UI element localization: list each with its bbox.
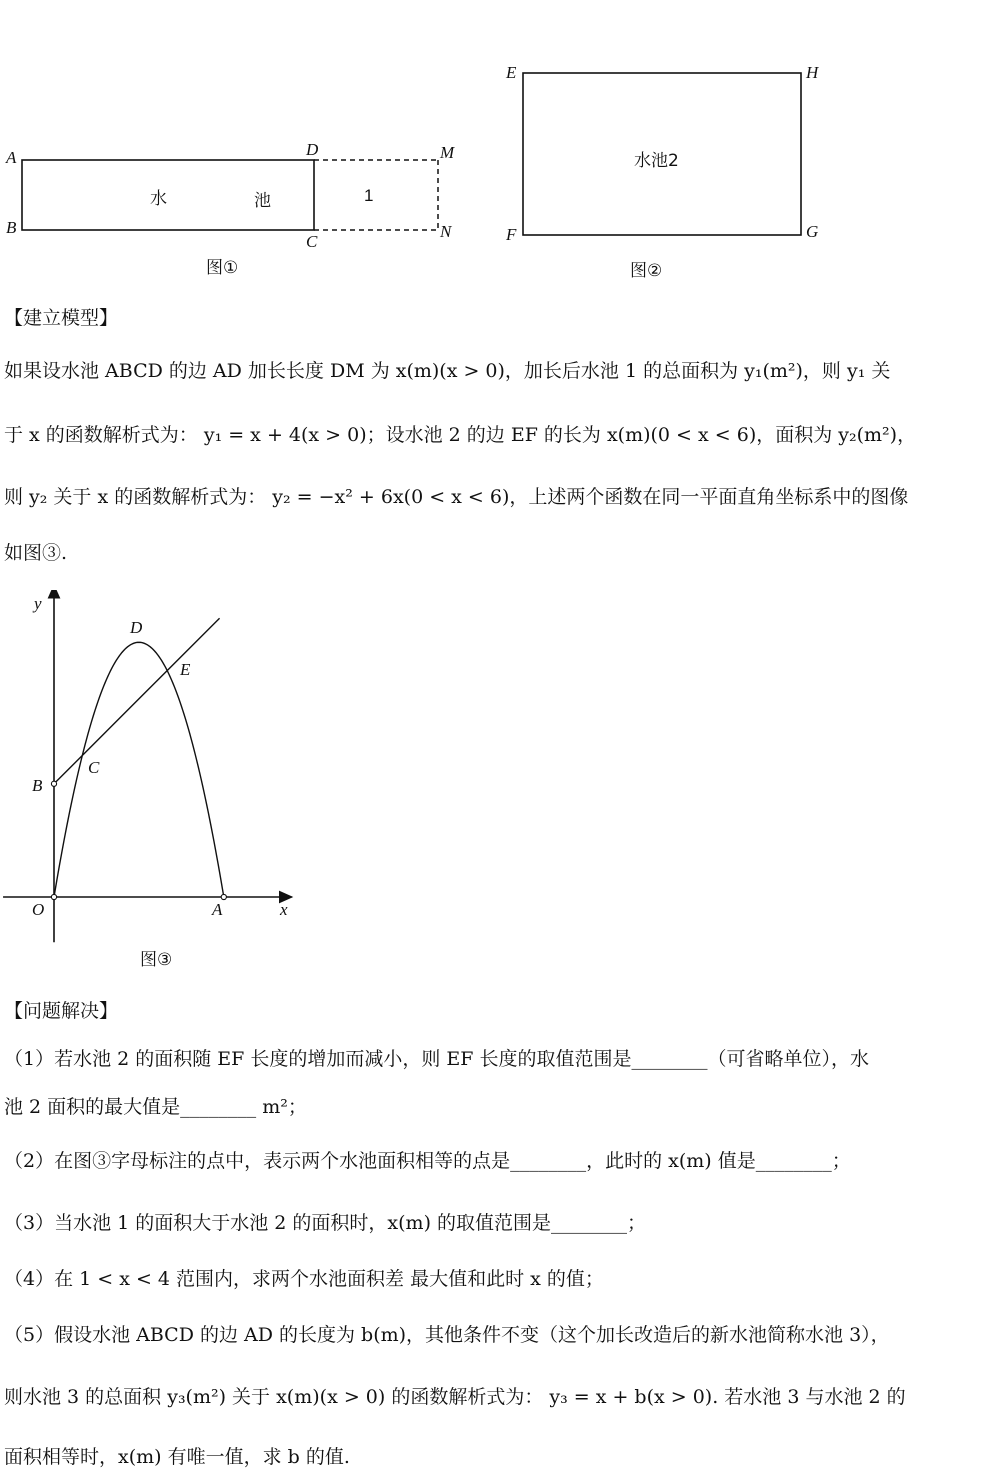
question-1-line-2: 池 2 面积的最大值是________ m²； (4, 1096, 307, 1118)
model-line-3: 则 y₂ 关于 x 的函数解析式为： y₂ = −x² + 6x(0 < x < 6)，上述两个函数在同一平面直角坐标系中的图像 (4, 486, 909, 508)
pool-text-1: 水 (150, 189, 167, 209)
label-g-fig2: G (806, 222, 819, 241)
question-5-line-2: 则水池 3 的总面积 y₃(m²) 关于 x(m)(x > 0) 的函数解析式为： y₃ = x + b(x > 0). 若水池 3 与水池 2 的 (4, 1386, 906, 1408)
axis-x-label: x (280, 900, 288, 919)
label-n-fig1: N (440, 222, 452, 241)
label-d-fig3: D (130, 618, 143, 637)
label-b-fig3: B (32, 776, 43, 795)
figure-3-caption: 图③ (140, 950, 173, 970)
question-5-line-1: （5）假设水池 ABCD 的边 AD 的长度为 b(m)，其他条件不变（这个加长改造后的新水池简称水池 3）， (4, 1324, 890, 1346)
section-model-heading: 【建立模型】 (4, 307, 119, 329)
point-marker-o (51, 894, 56, 899)
model-line-2: 于 x 的函数解析式为： y₁ = x + 4(x > 0)；设水池 2 的边 EF 的长为 x(m)(0 < x < 6)，面积为 y₂(m²)， (4, 424, 917, 446)
label-c-fig3: C (88, 758, 100, 777)
question-3: （3）当水池 1 的面积大于水池 2 的面积时，x(m) 的取值范围是________； (4, 1212, 647, 1234)
axis-y-label: y (34, 594, 42, 613)
label-d-fig1: D (306, 140, 319, 159)
label-h-fig2: H (806, 63, 819, 82)
point-marker-b (51, 781, 56, 786)
label-b-fig1: B (6, 218, 17, 237)
label-m-fig1: M (440, 143, 455, 162)
figure-3-graph (0, 590, 300, 950)
label-f-fig2: F (506, 225, 517, 244)
question-5-line-3: 面积相等时，x(m) 有唯一值，求 b 的值. (4, 1446, 350, 1468)
point-marker-a (221, 894, 226, 899)
pool-2-label: 水池2 (634, 151, 679, 171)
label-c-fig1: C (306, 232, 318, 251)
extension-label: 1 (364, 186, 374, 205)
label-e-fig2: E (506, 63, 517, 82)
figure-2-caption: 图② (630, 261, 663, 281)
label-a-fig1: A (6, 148, 17, 167)
question-1-line-1: （1）若水池 2 的面积随 EF 长度的增加而减小，则 EF 长度的取值范围是________（可省略单位），水 (4, 1048, 870, 1070)
section-solve-heading: 【问题解决】 (4, 1000, 119, 1022)
model-line-4: 如图③. (4, 542, 68, 564)
label-e-fig3: E (180, 660, 191, 679)
question-4: （4）在 1 < x < 4 范围内，求两个水池面积差 最大值和此时 x 的值； (4, 1268, 604, 1290)
series-parabola-y2 (54, 642, 224, 897)
label-a-fig3: A (212, 900, 223, 919)
figure-1-caption: 图① (206, 258, 239, 278)
question-2: （2）在图③字母标注的点中，表示两个水池面积相等的点是________，此时的 x(m) 值是________； (4, 1150, 851, 1172)
model-line-1: 如果设水池 ABCD 的边 AD 加长长度 DM 为 x(m)(x > 0)，加长后水池 1 的总面积为 y₁(m²)，则 y₁ 关 (4, 360, 891, 382)
label-o-fig3: O (32, 900, 45, 919)
pool-text-2: 池 (254, 191, 271, 211)
